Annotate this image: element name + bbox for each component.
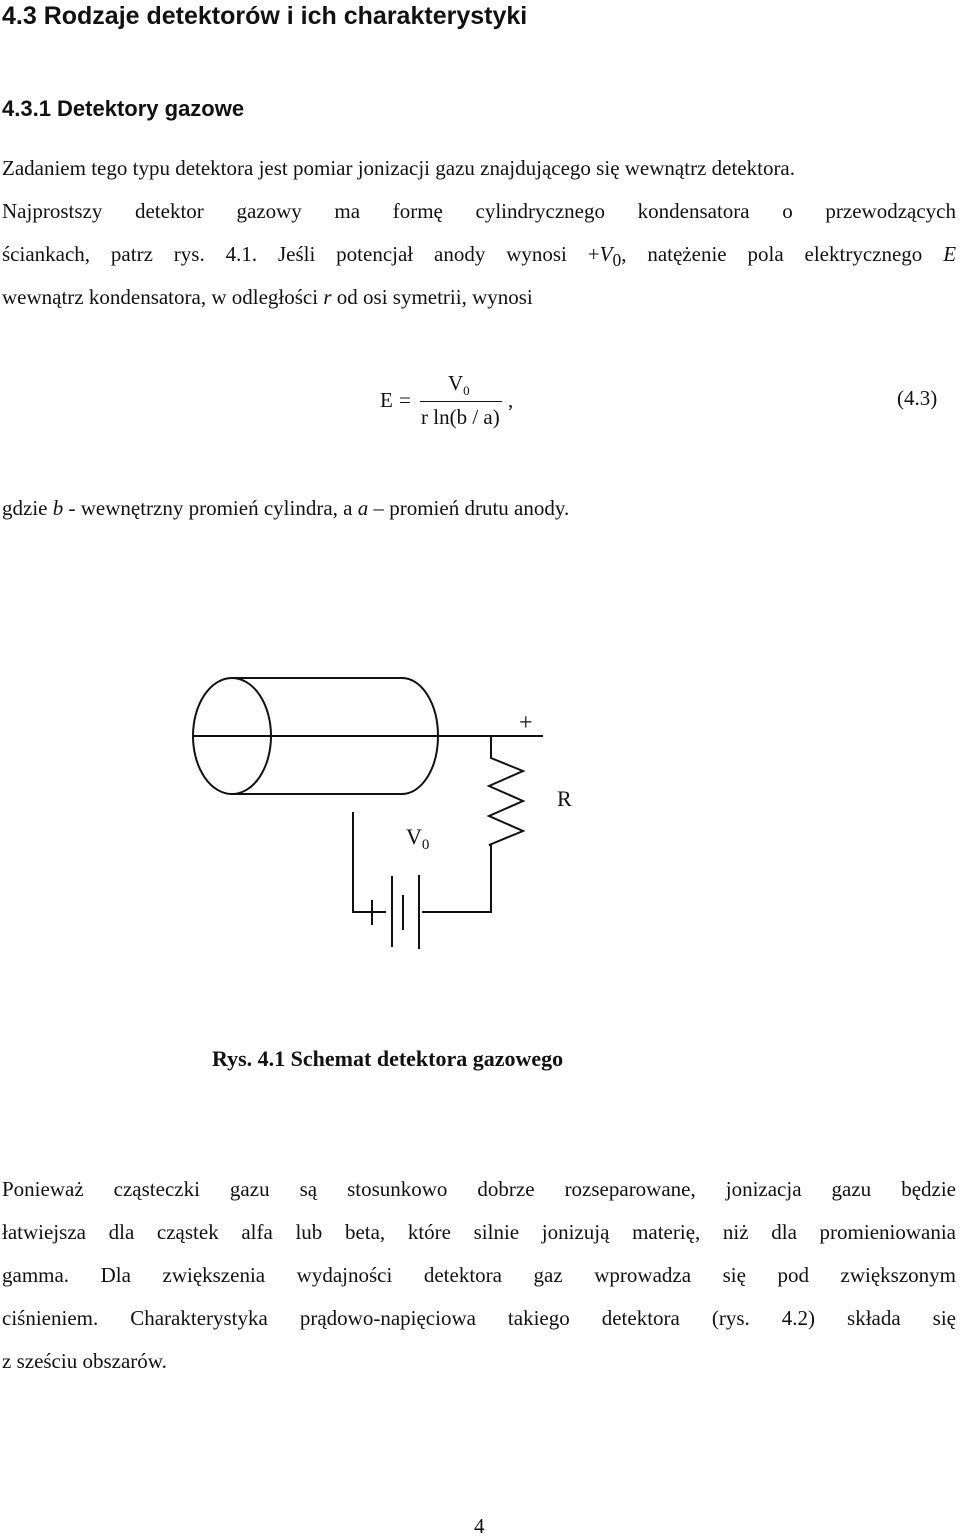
equation-equals: = — [399, 388, 411, 412]
equation-number: (4.3) — [897, 386, 938, 410]
paragraph-3-line-3: gamma. Dla zwiększenia wydajności detektora gaz wprowadza się pod zwiększonym — [2, 1263, 956, 1287]
equation-comma: , — [508, 388, 514, 412]
wire-left — [353, 812, 386, 912]
subsection-title: 4.3.1 Detektory gazowe — [2, 96, 245, 121]
paragraph-1-line-1: Zadaniem tego typu detektora jest pomiar jonizacji gazu znajdującego się wewnątrz detektora. — [2, 156, 796, 180]
equation-lhs: E — [380, 388, 393, 412]
resistor-label: R — [557, 786, 572, 811]
paragraph-1-line-3: ściankach, patrz rys. 4.1. Jeśli potencjał anody wynosi $+V_0$, natężenie pola elektrycznego E — [2, 242, 957, 271]
equation-numerator: $V_0$ — [448, 371, 470, 399]
paragraph-3-line-5: z sześciu obszarów. — [2, 1349, 167, 1373]
plus-label: + — [519, 710, 533, 736]
paragraph-1-line-2: Najprostszy detektor gazowy ma formę cylindrycznego kondensatora o przewodzących — [2, 199, 956, 223]
paragraph-3-line-2: łatwiejsza dla cząstek alfa lub beta, które silnie jonizują materię, niż dla promieniowania — [2, 1220, 956, 1244]
fraction-bar — [420, 401, 502, 402]
paragraph-1-line-4: wewnątrz kondensatora, w odległości r od osi symetrii, wynosi — [2, 285, 533, 309]
paragraph-2: gdzie b - wewnętrzny promień cylindra, a a – promień drutu anody. — [2, 496, 570, 520]
figure-caption: Rys. 4.1 Schemat detektora gazowego — [212, 1046, 564, 1071]
voltage-label: $V_0$ — [406, 824, 430, 853]
detector-schematic — [0, 660, 960, 950]
page-number: 4 — [474, 1514, 485, 1538]
resistor-r — [422, 736, 523, 912]
paragraph-3-line-4: ciśnieniem. Charakterystyka prądowo-napięciowa takiego detektora (rys. 4.2) składa się — [2, 1306, 956, 1330]
equation-denominator: r ln(b / a) — [421, 405, 500, 429]
paragraph-3-line-1: Ponieważ cząsteczki gazu są stosunkowo dobrze rozseparowane, jonizacja gazu będzie — [2, 1177, 956, 1201]
section-title: 4.3 Rodzaje detektorów i ich charakterystyki — [2, 2, 528, 30]
